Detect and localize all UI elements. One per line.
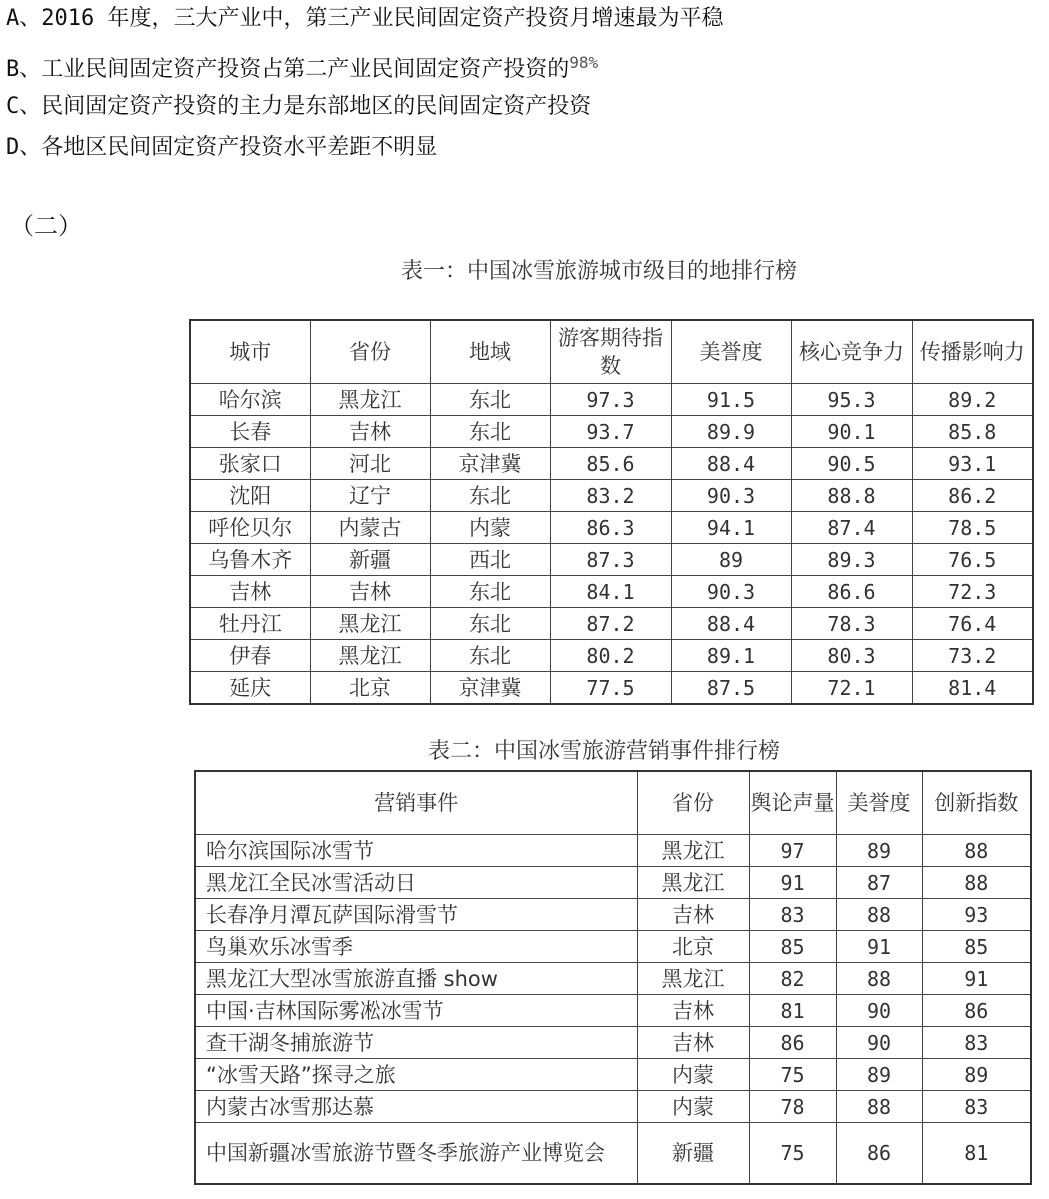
table-cell: 黑龙江 <box>310 640 430 672</box>
table-cell: 81 <box>922 1123 1031 1185</box>
table-cell: 黑龙江大型冰雪旅游直播 show <box>195 963 637 995</box>
table-cell: 89.3 <box>791 544 912 576</box>
table-cell: 黑龙江 <box>637 963 749 995</box>
table-cell: 86.2 <box>912 480 1033 512</box>
table-cell: 82 <box>749 963 836 995</box>
table-cell: 89 <box>922 1059 1031 1091</box>
table-cell: 黑龙江全民冰雪活动日 <box>195 867 637 899</box>
table-cell: 中国新疆冰雪旅游节暨冬季旅游产业博览会 <box>195 1123 637 1185</box>
table-cell: 93 <box>922 899 1031 931</box>
table-row <box>195 931 1031 963</box>
table-cell: 90 <box>836 995 922 1027</box>
table-cell: 哈尔滨国际冰雪节 <box>195 835 637 867</box>
table-cell: 呼伦贝尔 <box>190 512 310 544</box>
table-cell: 87.4 <box>791 512 912 544</box>
table-cell: 新疆 <box>310 544 430 576</box>
t2-header-cell: 美誉度 <box>836 771 922 835</box>
table-cell: 新疆 <box>637 1123 749 1185</box>
table-cell: 88.4 <box>671 608 791 640</box>
table-cell: 85 <box>922 931 1031 963</box>
table-cell: 86 <box>749 1027 836 1059</box>
table-cell: 吉林 <box>190 576 310 608</box>
table-cell: 87.5 <box>671 672 791 705</box>
table-cell: 73.2 <box>912 640 1033 672</box>
table-cell: 83 <box>922 1027 1031 1059</box>
t1-header-cell: 省份 <box>310 320 430 384</box>
table-cell: 东北 <box>430 384 550 416</box>
t2-header-cell: 营销事件 <box>195 771 637 835</box>
table-cell: 内蒙古 <box>310 512 430 544</box>
t2-header-cell: 舆论声量 <box>749 771 836 835</box>
table-cell: 87.2 <box>550 608 671 640</box>
table-cell: 长春净月潭瓦萨国际滑雪节 <box>195 899 637 931</box>
table-cell: 89 <box>836 835 922 867</box>
t2-header-cell: 创新指数 <box>922 771 1031 835</box>
table-cell: 85.6 <box>550 448 671 480</box>
table-cell: 88 <box>922 867 1031 899</box>
table-cell: 76.5 <box>912 544 1033 576</box>
table-cell: 沈阳 <box>190 480 310 512</box>
t1-header-cell: 传播影响力 <box>912 320 1033 384</box>
table-row <box>195 963 1031 995</box>
table2-caption: 表二：中国冰雪旅游营销事件排行榜 <box>428 739 781 764</box>
table-cell: 长春 <box>190 416 310 448</box>
option-b <box>6 48 598 85</box>
table-cell: 97.3 <box>550 384 671 416</box>
table-cell: 85.8 <box>912 416 1033 448</box>
table-row <box>190 640 1033 672</box>
option-b-percent: 98% <box>569 53 599 72</box>
table-cell: 牡丹江 <box>190 608 310 640</box>
table-cell: 东北 <box>430 640 550 672</box>
table-cell: 91 <box>749 867 836 899</box>
table-cell: 京津冀 <box>430 672 550 705</box>
table1-header-row <box>190 320 1033 384</box>
t1-header-cell: 核心竞争力 <box>791 320 912 384</box>
table-cell: 81.4 <box>912 672 1033 705</box>
table-cell: 72.1 <box>791 672 912 705</box>
table-cell: 西北 <box>430 544 550 576</box>
table-cell: 吉林 <box>310 416 430 448</box>
table-row <box>190 416 1033 448</box>
table-cell: 90 <box>836 1027 922 1059</box>
table-cell: 88 <box>922 835 1031 867</box>
table-cell: 中国·吉林国际雾凇冰雪节 <box>195 995 637 1027</box>
table-cell: 86.3 <box>550 512 671 544</box>
table-cell: 吉林 <box>637 899 749 931</box>
marketing-event-table <box>194 770 1032 1185</box>
table2-header-row <box>195 771 1031 835</box>
table-cell: 91 <box>836 931 922 963</box>
table-cell: 78.3 <box>791 608 912 640</box>
table-cell: 东北 <box>430 576 550 608</box>
table-row <box>190 608 1033 640</box>
table-row <box>190 480 1033 512</box>
table-cell: 80.3 <box>791 640 912 672</box>
table-cell: 90.1 <box>791 416 912 448</box>
table-cell: 黑龙江 <box>637 835 749 867</box>
table-cell: 88 <box>836 899 922 931</box>
table-cell: 90.3 <box>671 576 791 608</box>
table-cell: 东北 <box>430 608 550 640</box>
table-row <box>195 1091 1031 1123</box>
table-cell: 75 <box>749 1059 836 1091</box>
table-cell: 91.5 <box>671 384 791 416</box>
table-cell: 80.2 <box>550 640 671 672</box>
table-cell: 83 <box>749 899 836 931</box>
table-cell: 东北 <box>430 416 550 448</box>
table-cell: 72.3 <box>912 576 1033 608</box>
table-cell: 89.2 <box>912 384 1033 416</box>
table-row <box>190 384 1033 416</box>
option-d <box>6 133 437 163</box>
table-cell: 89 <box>836 1059 922 1091</box>
option-c <box>6 92 591 122</box>
table-cell: 83.2 <box>550 480 671 512</box>
t2-header-cell: 省份 <box>637 771 749 835</box>
table-cell: 东北 <box>430 480 550 512</box>
option-a <box>6 4 723 34</box>
table-cell: 北京 <box>310 672 430 705</box>
t1-header-cell: 游客期待指数 <box>550 320 671 384</box>
table-cell: 90.3 <box>671 480 791 512</box>
table-row <box>195 899 1031 931</box>
table-row <box>195 1059 1031 1091</box>
table-cell: 鸟巢欢乐冰雪季 <box>195 931 637 963</box>
table-cell: 76.4 <box>912 608 1033 640</box>
t1-header-cell: 地域 <box>430 320 550 384</box>
section-label: （二） <box>10 212 82 240</box>
table-cell: 延庆 <box>190 672 310 705</box>
table-cell: 吉林 <box>637 1027 749 1059</box>
table-cell: 查干湖冬捕旅游节 <box>195 1027 637 1059</box>
table-cell: 89.9 <box>671 416 791 448</box>
table-cell: 吉林 <box>637 995 749 1027</box>
option-b-text: B、工业民间固定资产投资占第二产业民间固定资产投资的 <box>6 57 570 82</box>
table-cell: 86 <box>922 995 1031 1027</box>
table-cell: 93.1 <box>912 448 1033 480</box>
table-cell: 93.7 <box>550 416 671 448</box>
table-cell: 乌鲁木齐 <box>190 544 310 576</box>
table-cell: 97 <box>749 835 836 867</box>
t1-header-cell: 城市 <box>190 320 310 384</box>
table-cell: 河北 <box>310 448 430 480</box>
table-cell: 内蒙古冰雪那达慕 <box>195 1091 637 1123</box>
table-cell: 伊春 <box>190 640 310 672</box>
table-cell: 89 <box>671 544 791 576</box>
table-cell: 89.1 <box>671 640 791 672</box>
city-ranking-table <box>189 319 1034 705</box>
table-cell: 86.6 <box>791 576 912 608</box>
table-cell: 辽宁 <box>310 480 430 512</box>
table-row <box>190 576 1033 608</box>
table-cell: 86 <box>836 1123 922 1185</box>
table-cell: 吉林 <box>310 576 430 608</box>
table-row <box>190 512 1033 544</box>
table-cell: 张家口 <box>190 448 310 480</box>
table-cell: 黑龙江 <box>637 867 749 899</box>
table-cell: 78 <box>749 1091 836 1123</box>
table-row <box>195 867 1031 899</box>
table-cell: 84.1 <box>550 576 671 608</box>
table-cell: 78.5 <box>912 512 1033 544</box>
table-cell: 85 <box>749 931 836 963</box>
table-cell: 哈尔滨 <box>190 384 310 416</box>
table-row <box>195 1123 1031 1185</box>
table-cell: 87 <box>836 867 922 899</box>
table-cell: 内蒙 <box>637 1059 749 1091</box>
table-row <box>195 835 1031 867</box>
table-cell: 81 <box>749 995 836 1027</box>
table-cell: 黑龙江 <box>310 608 430 640</box>
option-a-text: A、2016 年度，三大产业中，第三产业民间固定资产投资月增速最为平稳 <box>6 6 724 31</box>
table-cell: 77.5 <box>550 672 671 705</box>
table-cell: 内蒙 <box>637 1091 749 1123</box>
table-cell: “冰雪天路”探寻之旅 <box>195 1059 637 1091</box>
table-cell: 94.1 <box>671 512 791 544</box>
table-row <box>195 1027 1031 1059</box>
table-cell: 75 <box>749 1123 836 1185</box>
table-cell: 95.3 <box>791 384 912 416</box>
table-cell: 87.3 <box>550 544 671 576</box>
table-cell: 北京 <box>637 931 749 963</box>
table-row <box>190 448 1033 480</box>
table-cell: 88 <box>836 963 922 995</box>
table1-caption: 表一：中国冰雪旅游城市级目的地排行榜 <box>401 259 798 284</box>
t1-header-cell: 美誉度 <box>671 320 791 384</box>
option-d-text: D、各地区民间固定资产投资水平差距不明显 <box>6 135 438 160</box>
table-cell: 90.5 <box>791 448 912 480</box>
table-cell: 内蒙 <box>430 512 550 544</box>
table-cell: 88 <box>836 1091 922 1123</box>
table-row <box>190 544 1033 576</box>
table-cell: 88.4 <box>671 448 791 480</box>
table-cell: 83 <box>922 1091 1031 1123</box>
table-row <box>195 995 1031 1027</box>
table-cell: 京津冀 <box>430 448 550 480</box>
table-cell: 88.8 <box>791 480 912 512</box>
option-c-text: C、民间固定资产投资的主力是东部地区的民间固定资产投资 <box>6 94 592 119</box>
table-cell: 91 <box>922 963 1031 995</box>
table-row <box>190 672 1033 705</box>
table-cell: 黑龙江 <box>310 384 430 416</box>
